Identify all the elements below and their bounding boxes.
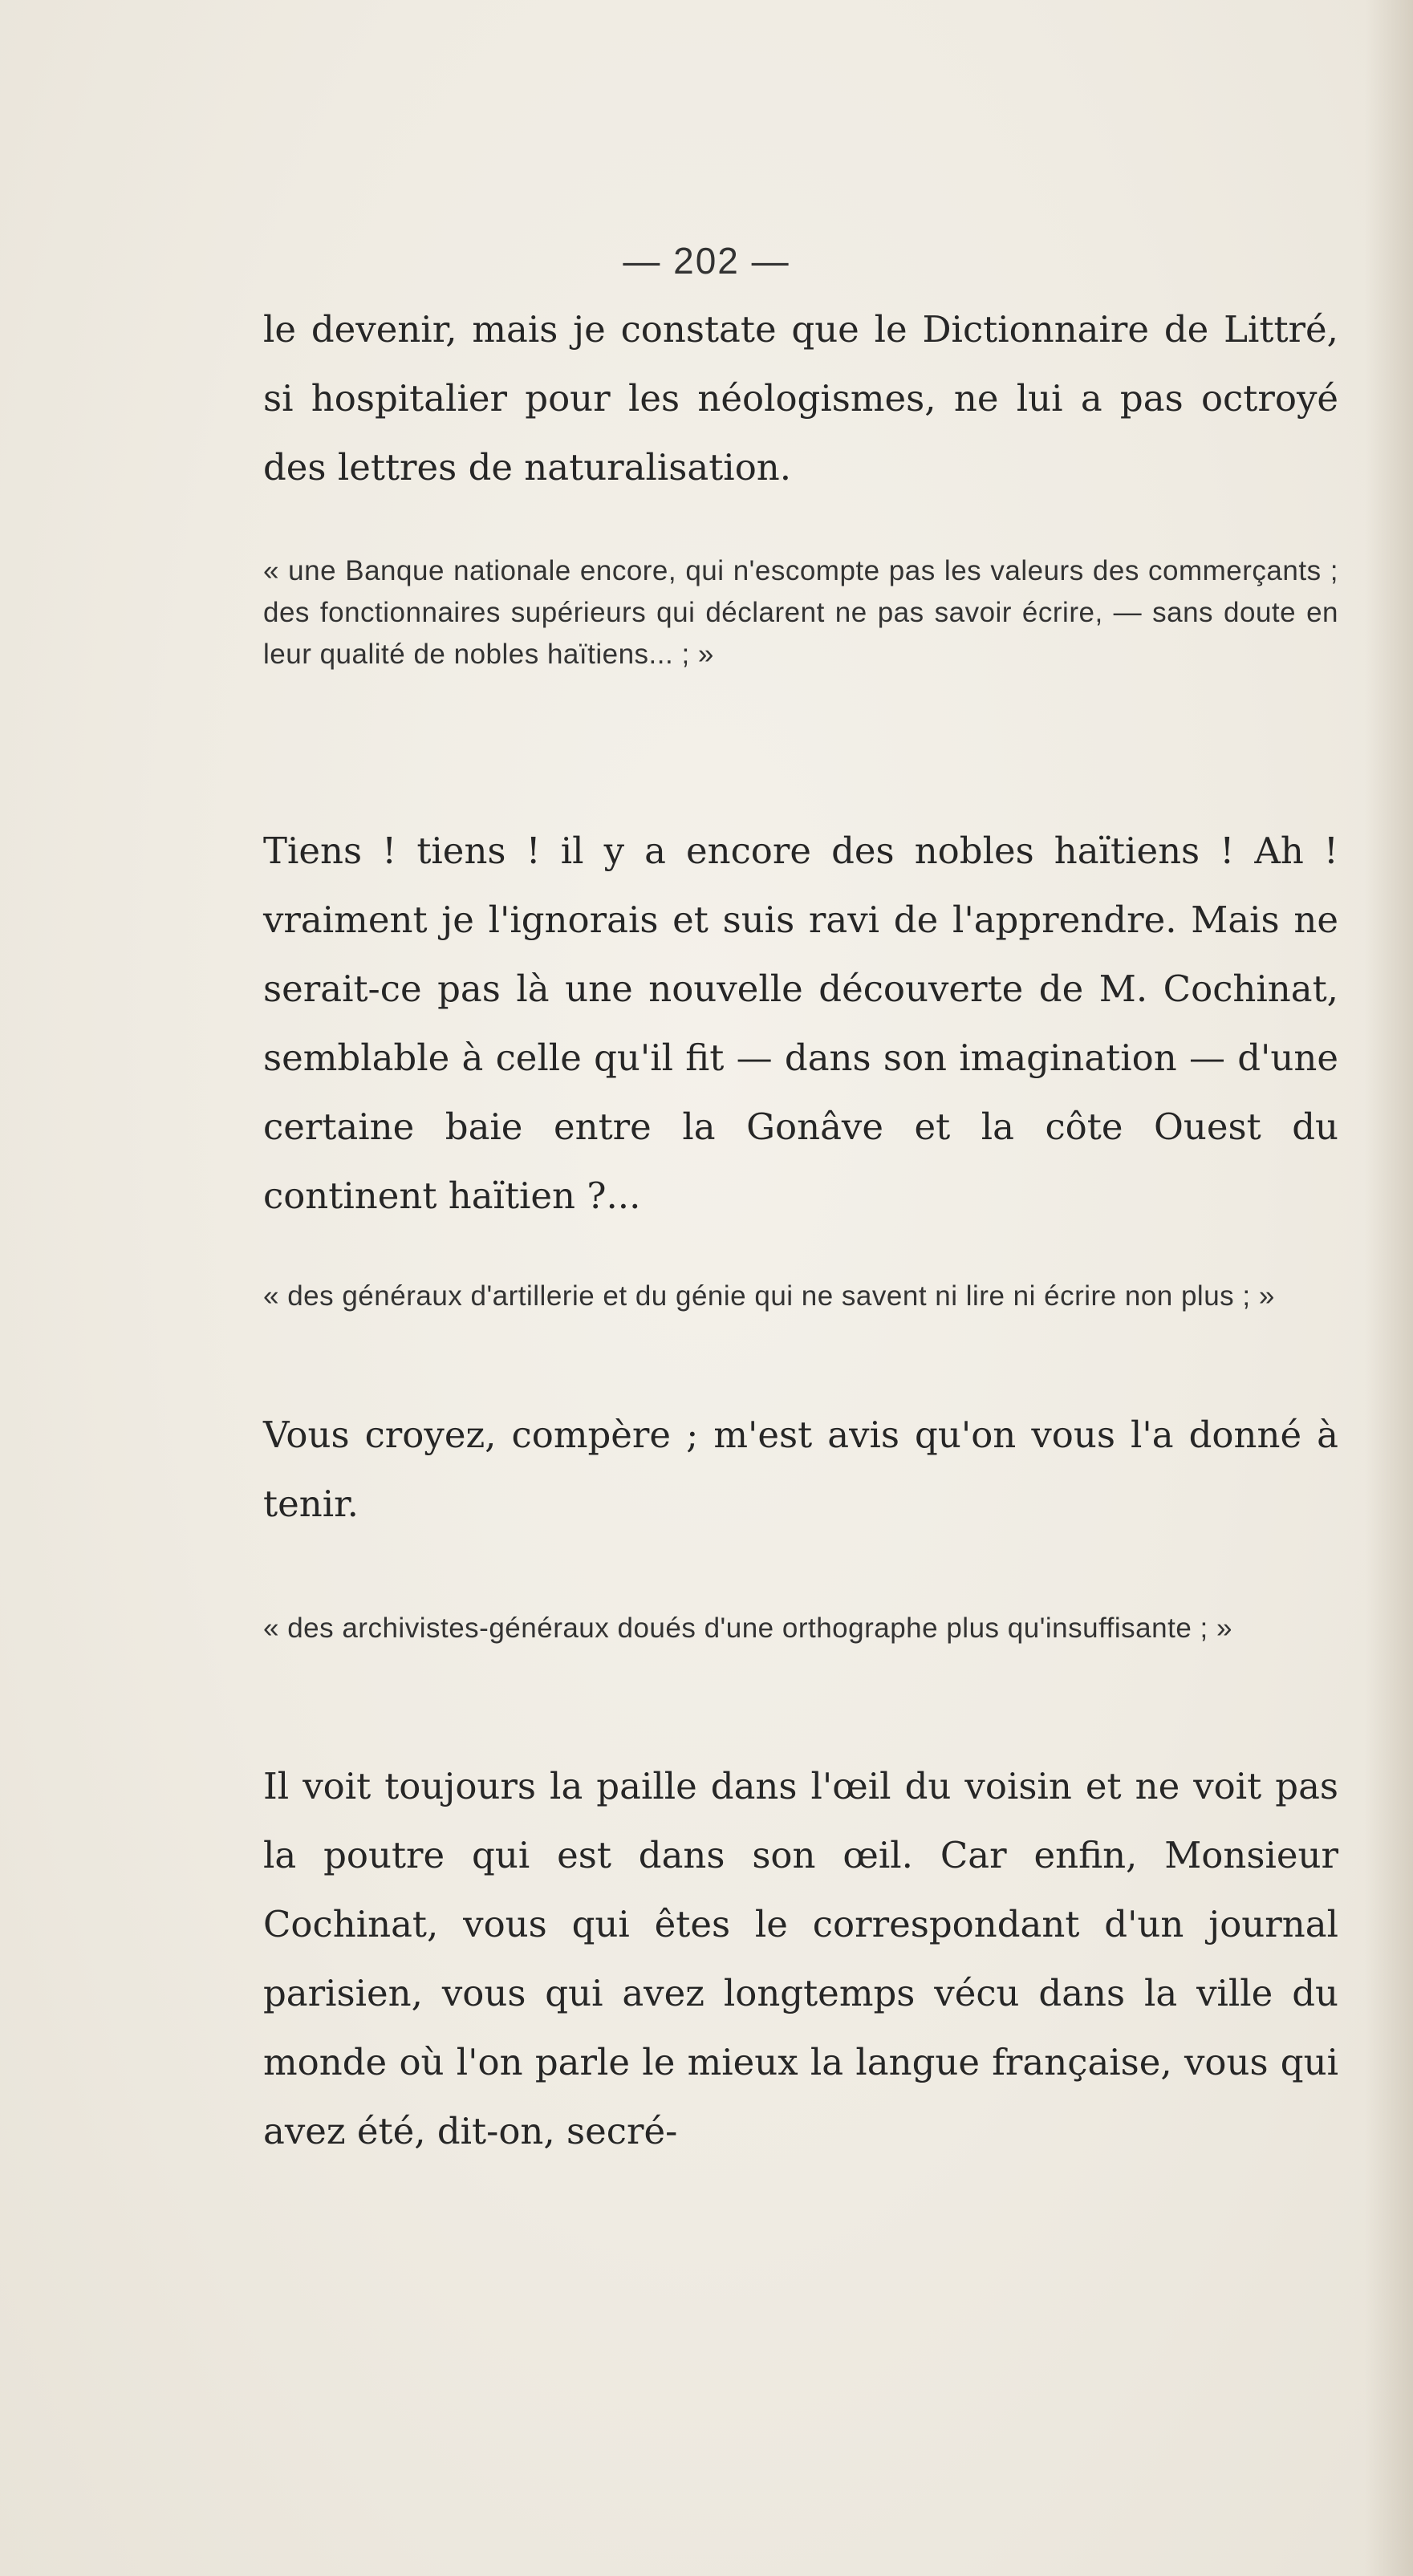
page-number: — 202 —: [623, 240, 790, 282]
quote-archivistes: « des archivistes-généraux doués d'une orthographe plus qu'insuffisante ; »: [263, 1613, 1232, 1644]
quote-banque-nationale: « une Banque nationale encore, qui n'escompte pas les valeurs des commerçants ; des fonctionnaires supérieurs qui déclarent ne pas savoir écrire, — sans doute en leur qualité de nobles haïtiens... ; »: [263, 555, 1338, 670]
page-edge-shadow: [1365, 0, 1413, 2576]
quote-generaux: « des généraux d'artillerie et du génie qui ne savent ni lire ni écrire non plus ; »: [263, 1280, 1275, 1312]
paragraph-paille-poutre: Il voit toujours la paille dans l'œil du voisin et ne voit pas la poutre qui est dans son œil. Car enfin, Monsieur Cochinat, vous qui êtes le correspondant d'un journal parisien, vous qui avez longtemps vécu dans la ville du monde où l'on parle le mieux la langue française, vous qui avez été, dit-on, secré-: [263, 1765, 1338, 2152]
paragraph-compere: Vous croyez, compère ; m'est avis qu'on vous l'a donné à tenir.: [263, 1414, 1338, 1525]
paragraph-nobles-haitiens: Tiens ! tiens ! il y a encore des nobles haïtiens ! Ah ! vraiment je l'ignorais et suis ravi de l'apprendre. Mais ne serait-ce pas là une nouvelle découverte de M. Cochinat, semblable à celle qu'il fit — dans son imagination — d'une certaine baie entre la Gonâve et la côte Ouest du continent haïtien ?...: [263, 830, 1338, 1217]
paragraph-naturalisation: le devenir, mais je constate que le Dictionnaire de Littré, si hospitalier pour les néologismes, ne lui a pas octroyé des lettres de naturalisation.: [263, 308, 1338, 489]
